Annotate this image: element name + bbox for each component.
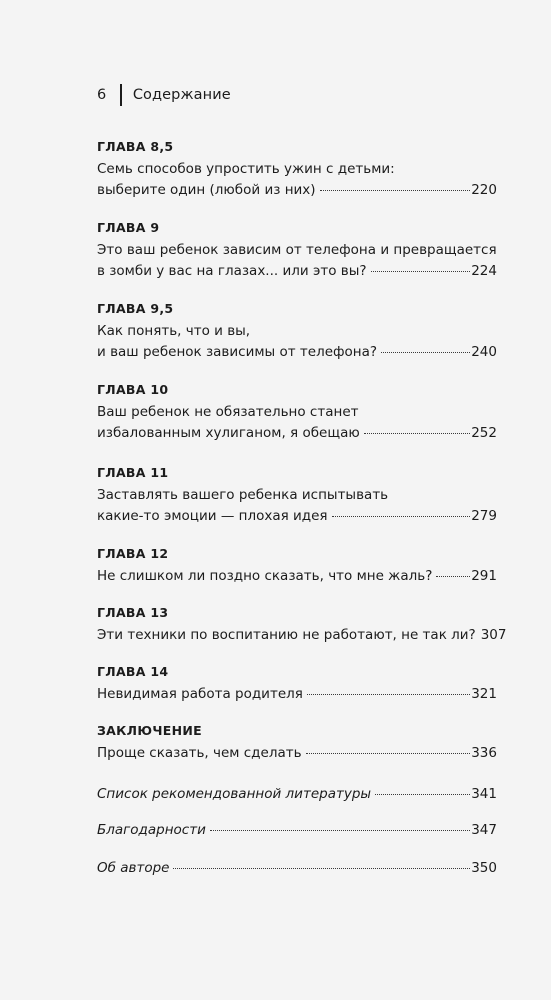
- dot-leader: [375, 794, 470, 795]
- page-ref: 307: [480, 627, 507, 643]
- extra-title-row: [97, 858, 497, 879]
- chapter-label: ГЛАВА 9,5: [97, 301, 174, 316]
- chapter-title-line: Как понять, что и вы,: [97, 323, 251, 339]
- toc-entry[interactable]: [97, 604, 507, 646]
- header-divider: [120, 84, 122, 106]
- page-ref: 240: [471, 344, 497, 360]
- chapter-title-line: Проще сказать, чем сделать: [97, 745, 302, 761]
- chapter-label: ГЛАВА 12: [97, 546, 169, 561]
- chapter-title-line: в зомби у вас на глазах... или это вы?: [97, 263, 367, 279]
- chapter-label: ГЛАВА 10: [97, 382, 169, 397]
- chapter-title-line: Семь способов упростить ужин с детьми:: [97, 161, 395, 177]
- page-ref: 279: [471, 508, 497, 524]
- dot-leader: [210, 830, 470, 831]
- chapter-title-line: Это ваш ребенок зависим от телефона и превращается: [97, 242, 497, 258]
- toc-entry-extra[interactable]: [97, 820, 497, 841]
- chapter-title-row: [97, 566, 497, 587]
- page-header: [97, 84, 231, 106]
- page-number: 6: [97, 87, 107, 103]
- chapter-title-line: Невидимая работа родителя: [97, 686, 303, 702]
- chapter-title-row: [97, 743, 497, 764]
- chapter-title-row: [97, 625, 507, 646]
- dot-leader: [371, 271, 471, 272]
- page-ref: 347: [471, 822, 497, 838]
- dot-leader: [364, 433, 471, 434]
- page-ref: 341: [471, 786, 497, 802]
- extra-title: Список рекомендованной литературы: [97, 786, 372, 802]
- page-ref: 321: [471, 686, 497, 702]
- chapter-label: ГЛАВА 8,5: [97, 139, 174, 154]
- page-ref: 336: [471, 745, 497, 761]
- toc-entry[interactable]: [97, 300, 497, 363]
- chapter-title-row: [97, 180, 497, 201]
- chapter-title-line: Эти техники по воспитанию не работают, не так ли?: [97, 627, 476, 643]
- chapter-title-line: Ваш ребенок не обязательно станет: [97, 404, 359, 420]
- chapter-title-row: [97, 423, 497, 444]
- toc-entry[interactable]: [97, 722, 497, 764]
- chapter-title-row: [97, 506, 497, 527]
- page-ref: 224: [471, 263, 497, 279]
- toc-entry-extra[interactable]: [97, 784, 497, 805]
- toc-entry[interactable]: [97, 381, 497, 444]
- extra-title-row: [97, 784, 497, 805]
- chapter-title-row: [97, 261, 497, 282]
- page-title: Содержание: [132, 87, 231, 103]
- page-ref: 220: [471, 182, 497, 198]
- dot-leader: [306, 753, 471, 754]
- dot-leader: [381, 352, 470, 353]
- chapter-label: ГЛАВА 14: [97, 664, 169, 679]
- chapter-label: ГЛАВА 9: [97, 220, 160, 235]
- chapter-label: ГЛАВА 13: [97, 605, 169, 620]
- toc-entry[interactable]: [97, 663, 497, 705]
- extra-title-row: [97, 820, 497, 841]
- chapter-label: ЗАКЛЮЧЕНИЕ: [97, 723, 202, 738]
- chapter-title-line: Не слишком ли поздно сказать, что мне жаль?: [97, 568, 433, 584]
- toc-entry[interactable]: [97, 219, 497, 282]
- chapter-title-line: выберите один (любой из них): [97, 182, 316, 198]
- dot-leader: [332, 516, 471, 517]
- dot-leader: [173, 868, 470, 869]
- chapter-title-line: избалованным хулиганом, я обещаю: [97, 425, 360, 441]
- dot-leader: [436, 576, 470, 577]
- page-ref: 291: [471, 568, 497, 584]
- page-ref: 252: [471, 425, 497, 441]
- toc-entry[interactable]: [97, 464, 497, 527]
- toc-entry-extra[interactable]: [97, 858, 497, 879]
- toc-entry[interactable]: [97, 545, 497, 587]
- dot-leader: [320, 190, 471, 191]
- chapter-title-line: Заставлять вашего ребенка испытывать: [97, 487, 389, 503]
- extra-title: Благодарности: [97, 822, 206, 838]
- extra-title: Об авторе: [97, 860, 170, 876]
- chapter-title-row: [97, 684, 497, 705]
- chapter-label: ГЛАВА 11: [97, 465, 169, 480]
- chapter-title-line: и ваш ребенок зависимы от телефона?: [97, 344, 378, 360]
- toc-entry[interactable]: [97, 138, 497, 201]
- chapter-title-row: [97, 342, 497, 363]
- dot-leader: [307, 694, 470, 695]
- page-ref: 350: [471, 860, 497, 876]
- chapter-title-line: какие-то эмоции — плохая идея: [97, 508, 328, 524]
